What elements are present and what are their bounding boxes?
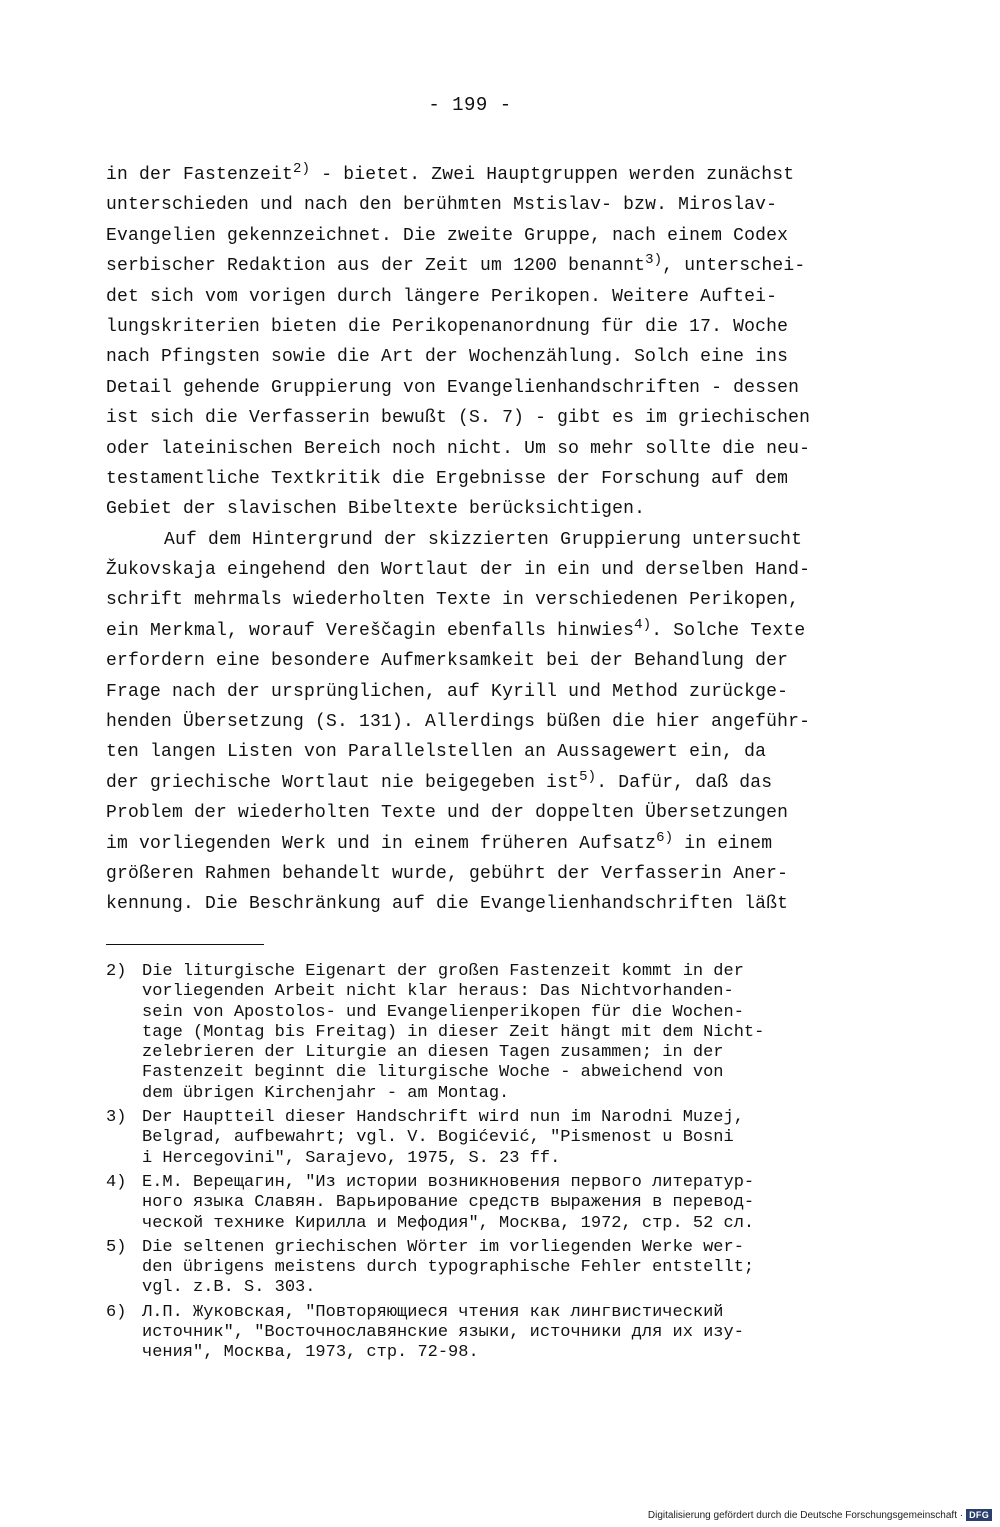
text-line xyxy=(106,829,886,859)
text-segment: , unterschei- xyxy=(662,256,806,277)
main-text xyxy=(106,160,886,920)
text-segment: ten langen Listen von Parallelstellen an Aussagewert ein, da xyxy=(106,742,767,763)
text-line xyxy=(106,889,886,919)
footnote-line: i Hercegovini", Sarajevo, 1975, S. 23 ff. xyxy=(142,1148,561,1168)
text-segment: Žukovskaja eingehend den Wortlaut der in ein und derselben Hand- xyxy=(106,560,811,581)
text-line xyxy=(106,494,886,524)
footnote-line: dem übrigen Kirchenjahr - am Montag. xyxy=(142,1083,510,1103)
text-segment: der griechische Wortlaut nie beigegeben ist xyxy=(106,772,580,793)
footnote-marker: 3) xyxy=(645,252,663,269)
text-segment: im vorliegenden Werk und in einem früheren Aufsatz xyxy=(106,833,657,854)
text-line xyxy=(106,312,886,342)
footnote-number: 6) xyxy=(106,1302,127,1322)
text-segment: in einem xyxy=(673,833,773,854)
footnote-number: 4) xyxy=(106,1172,127,1192)
text-line xyxy=(106,707,886,737)
footnote-marker: 4) xyxy=(634,616,652,633)
footnote-line: Е.М. Верещагин, "Из истории возникновения первого литератур- xyxy=(142,1172,755,1192)
footnote-line: Belgrad, aufbewahrt; vgl. V. Bogićević, "Pismenost u Bosni xyxy=(142,1128,734,1148)
footnote-text xyxy=(142,962,886,1104)
text-line xyxy=(106,798,886,828)
footnote-number: 2) xyxy=(106,962,127,981)
text-segment: henden Übersetzung (S. 131). Allerdings büßen die hier angeführ- xyxy=(106,712,811,733)
footnote-line: Die seltenen griechischen Wörter im vorliegenden Werke wer- xyxy=(142,1237,744,1257)
text-segment: in der Fastenzeit xyxy=(106,165,294,185)
text-line xyxy=(106,737,886,767)
text-line xyxy=(106,403,886,433)
text-segment: erfordern eine besondere Aufmerksamkeit bei der Behandlung der xyxy=(106,651,789,672)
text-line xyxy=(106,616,886,646)
footnote-text xyxy=(142,1173,886,1234)
credit-text: Digitalisierung gefördert durch die Deutsche Forschungsgemeinschaft · xyxy=(647,1509,964,1521)
footnote-marker: 2) xyxy=(293,161,311,177)
text-line xyxy=(106,677,886,707)
text-line xyxy=(106,434,886,464)
text-segment: kennung. Die Beschränkung auf die Evangelienhandschriften läßt xyxy=(106,894,789,915)
footnote-marker: 6) xyxy=(656,829,674,846)
footnote-number: 5) xyxy=(106,1237,127,1257)
text-line xyxy=(106,373,886,403)
dfg-logo: DFG xyxy=(966,1509,992,1521)
footnote-line: ного языка Славян. Варьирование средств выражения в перевод- xyxy=(142,1193,755,1213)
footnote-text xyxy=(142,1238,886,1299)
footnote-line: tage (Montag bis Freitag) in dieser Zeit hängt mit dem Nicht- xyxy=(142,1022,765,1042)
text-line xyxy=(106,160,886,190)
digitization-credit xyxy=(648,1509,992,1521)
text-line xyxy=(106,525,886,555)
footnote xyxy=(106,1108,886,1169)
text-segment: ein Merkmal, worauf Vereščagin ebenfalls hinwies xyxy=(106,620,635,641)
footnote-line: den übrigens meistens durch typographische Fehler entstellt; xyxy=(142,1258,755,1278)
text-line xyxy=(106,190,886,220)
text-segment: Auf dem Hintergrund der skizzierten Gruppierung untersucht xyxy=(164,529,803,550)
text-segment: . Solche Texte xyxy=(651,620,806,641)
footnote-line: vgl. z.B. S. 303. xyxy=(142,1278,316,1298)
footnote-marker: 5) xyxy=(579,768,597,785)
footnotes xyxy=(106,962,886,1368)
text-line xyxy=(106,859,886,889)
text-line xyxy=(106,646,886,676)
text-segment: Frage nach der ursprünglichen, auf Kyrill und Method zurückge- xyxy=(106,681,789,702)
text-segment: oder lateinischen Bereich noch nicht. Um so mehr sollte die neu- xyxy=(106,438,811,459)
footnote-line: Der Hauptteil dieser Handschrift wird nun im Narodni Muzej, xyxy=(142,1108,744,1128)
footnote-text xyxy=(142,1108,886,1169)
text-segment: größeren Rahmen behandelt wurde, gebührt der Verfasserin Aner- xyxy=(106,863,789,884)
text-segment: nach Pfingsten sowie die Art der Wochenzählung. Solch eine ins xyxy=(106,347,789,368)
text-line xyxy=(106,282,886,312)
text-segment: unterschieden und nach den berühmten Mstislav- bzw. Miroslav- xyxy=(106,195,778,216)
text-segment: Gebiet der slavischen Bibeltexte berücksichtigen. xyxy=(106,499,646,520)
footnote-text xyxy=(142,1303,886,1364)
text-segment: Problem der wiederholten Texte und der doppelten Übersetzungen xyxy=(106,803,789,824)
footnote-line: Fastenzeit beginnt die liturgische Woche - abweichend von xyxy=(142,1063,724,1083)
text-segment: lungskriterien bieten die Perikopenanordnung für die 17. Woche xyxy=(106,316,789,337)
text-segment: schrift mehrmals wiederholten Texte in verschiedenen Perikopen, xyxy=(106,590,800,611)
page-number: - 199 - xyxy=(428,94,512,116)
text-line xyxy=(106,585,886,615)
footnote-line: vorliegenden Arbeit nicht klar heraus: Das Nichtvorhanden- xyxy=(142,982,734,1002)
footnote-separator xyxy=(106,944,264,945)
text-segment: testamentliche Textkritik die Ergebnisse der Forschung auf dem xyxy=(106,468,789,489)
footnote xyxy=(106,962,886,1104)
text-line xyxy=(106,251,886,281)
footnote-line: ческой технике Кирилла и Мефодия", Москва, 1972, стр. 52 сл. xyxy=(142,1213,755,1233)
footnote xyxy=(106,1173,886,1234)
text-line xyxy=(106,555,886,585)
footnote-line: Л.П. Жуковская, "Повторяющиеся чтения как лингвистический xyxy=(142,1302,724,1322)
footnote xyxy=(106,1238,886,1299)
footnote-line: zelebrieren der Liturgie an diesen Tagen zusammen; in der xyxy=(142,1043,724,1063)
text-segment: ist sich die Verfasserin bewußt (S. 7) - gibt es im griechischen xyxy=(106,408,811,429)
text-line xyxy=(106,768,886,798)
footnote-line: источник", "Восточнославянские языки, источники для их изу- xyxy=(142,1323,744,1343)
footnote xyxy=(106,1303,886,1364)
text-segment: . Dafür, daß das xyxy=(596,772,773,793)
text-segment: Detail gehende Gruppierung von Evangelienhandschriften - dessen xyxy=(106,377,800,398)
text-segment: det sich vom vorigen durch längere Perikopen. Weitere Auftei- xyxy=(106,286,778,307)
text-segment: Evangelien gekennzeichnet. Die zweite Gruppe, nach einem Codex xyxy=(106,225,789,246)
text-segment: - bietet. Zwei Hauptgruppen werden zunächst xyxy=(310,165,795,185)
text-line xyxy=(106,221,886,251)
footnote-line: чения", Москва, 1973, стр. 72-98. xyxy=(142,1343,479,1363)
footnote-number: 3) xyxy=(106,1108,127,1128)
text-segment: serbischer Redaktion aus der Zeit um 1200 benannt xyxy=(106,256,646,277)
text-line xyxy=(106,342,886,372)
footnote-line: sein von Apostolos- und Evangelienperikopen für die Wochen- xyxy=(142,1002,744,1022)
text-line xyxy=(106,464,886,494)
footnote-line: Die liturgische Eigenart der großen Fastenzeit kommt in der xyxy=(142,962,744,981)
